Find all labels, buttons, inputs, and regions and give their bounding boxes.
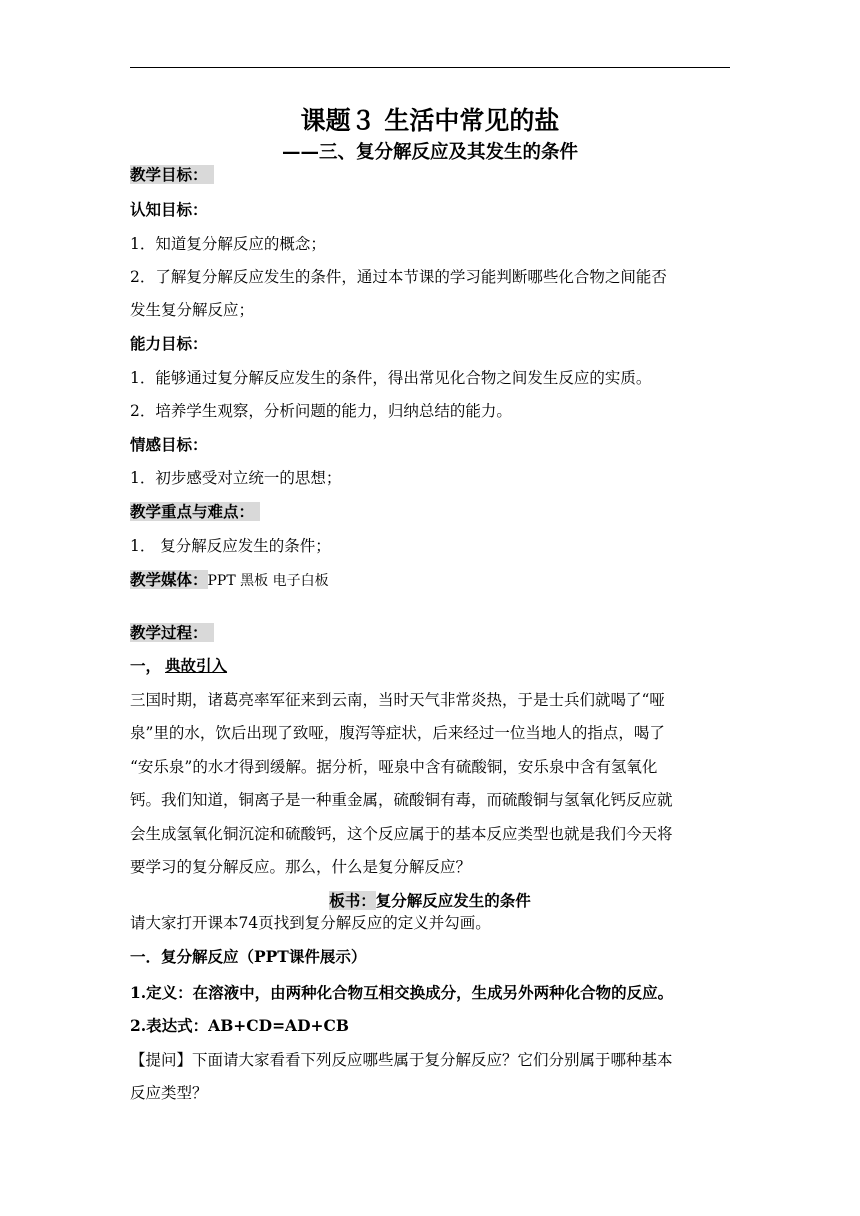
objectives-heading <box>130 164 214 186</box>
question-line <box>130 1049 673 1071</box>
story-line: 泉”里的水，饮后出现了致哑，腹泻等症状，后来经过一位当地人的指点，喝了 <box>130 724 665 742</box>
story-line: “安乐泉”的水才得到缓解。据分析，哑泉中含有硫酸铜，安乐泉中含有氢氧化 <box>130 758 658 776</box>
cognitive-item: 2．了解复分解反应发生的条件，通过本节课的学习能判断哪些化合物之间能否 <box>130 268 667 286</box>
board-label: 板书： <box>329 891 376 910</box>
media-heading: 教学媒体： <box>130 570 208 589</box>
section1-title: 典故引入 <box>165 656 228 675</box>
page-subtitle: ——三、复分解反应及其发生的条件 <box>281 142 578 163</box>
definition-line: 1.定义：在溶液中，由两种化合物互相交换成分，生成另外两种化合物的反应。 <box>130 983 674 1002</box>
cognitive-label: 认知目标： <box>130 200 208 219</box>
story-line: 三国时期，诸葛亮率军征来到云南，当时天气非常炎热，于是士兵们就喝了“哑 <box>130 691 665 709</box>
process-heading <box>130 622 214 644</box>
ability-item: 2．培养学生观察，分析问题的能力，归纳总结的能力。 <box>130 402 512 420</box>
board-text: 复分解反应发生的条件 <box>375 891 531 910</box>
question-line-2: 反应类型？ <box>130 1084 208 1102</box>
cognitive-item: 1．知道复分解反应的概念； <box>130 235 326 253</box>
page-title: 课题３ 生活中常见的盐 <box>300 106 560 135</box>
key-point-item: 1． 复分解反应发生的条件； <box>130 537 331 555</box>
objectives-heading-text: 教学目标： <box>130 165 214 184</box>
story-line: 会生成氢氧化铜沉淀和硫酸钙，这个反应属于的基本反应类型也就是我们今天将 <box>130 825 673 843</box>
media-value: PPT 黑板 电子白板 <box>207 573 329 589</box>
section2-heading: 一．复分解反应（PPT课件展示） <box>130 947 367 966</box>
story-line: 钙。我们知道，铜离子是一种重金属，硫酸铜有毒，而硫酸铜与氢氧化钙反应就 <box>130 791 673 809</box>
emotion-label: 情感目标： <box>130 435 208 454</box>
board-note <box>130 890 730 912</box>
key-points-heading-text: 教学重点与难点： <box>130 502 260 521</box>
story-line: 要学习的复分解反应。那么，什么是复分解反应？ <box>130 858 472 876</box>
media-line <box>130 569 329 592</box>
header-rule <box>130 67 730 68</box>
process-heading-text: 教学过程： <box>130 623 214 642</box>
section1-number: 一， <box>130 656 162 675</box>
question-text: 下面请大家看看下列反应哪些属于复分解反应？它们分别属于哪种基本 <box>192 1051 673 1069</box>
cognitive-item: 发生复分解反应； <box>130 301 255 319</box>
key-points-heading <box>130 501 260 523</box>
question-label: 【提问】 <box>130 1051 193 1069</box>
instruction-line: 请大家打开课本74页找到复分解反应的定义并勾画。 <box>130 914 491 932</box>
section1-heading <box>130 655 227 677</box>
ability-item: 1．能够通过复分解反应发生的条件，得出常见化合物之间发生反应的实质。 <box>130 369 652 387</box>
ability-label: 能力目标： <box>130 334 208 353</box>
expression-line: 2.表达式：AB+CD=AD+CB <box>130 1016 349 1035</box>
emotion-item: 1．初步感受对立统一的思想； <box>130 469 342 487</box>
